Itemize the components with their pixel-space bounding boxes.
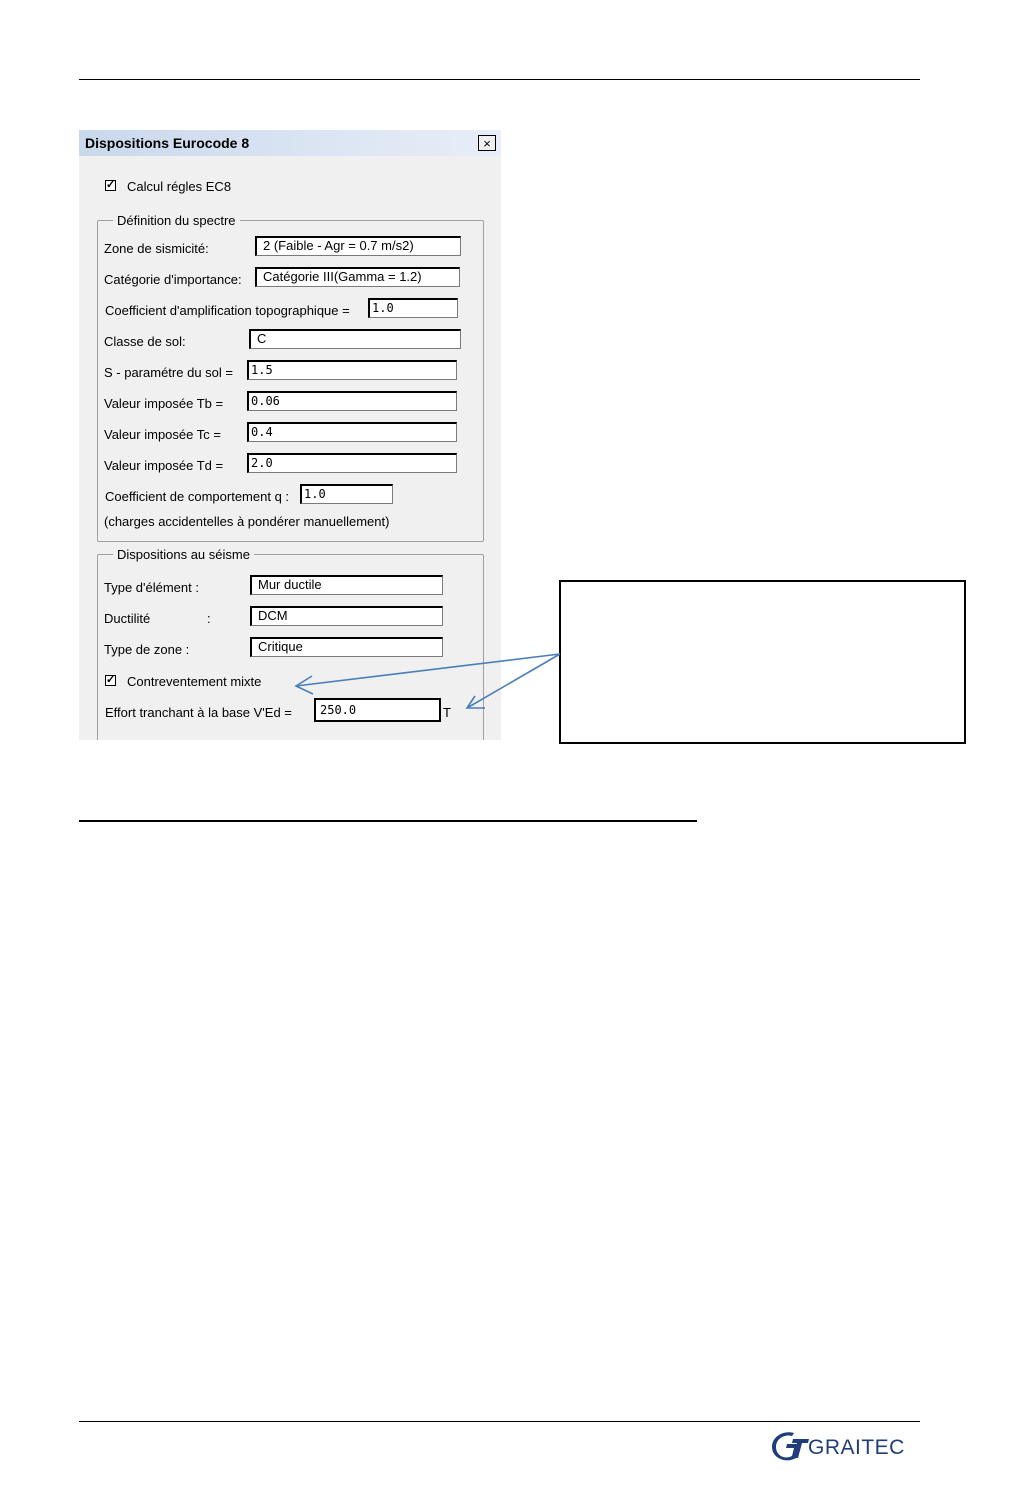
soil-class-label: Classe de sol: xyxy=(104,334,186,349)
s-param-label: S - paramétre du sol = xyxy=(104,365,233,380)
spectrum-group-legend: Définition du spectre xyxy=(113,213,240,228)
q-field[interactable]: 1.0 xyxy=(300,484,393,504)
s-param-field[interactable]: 1.5 xyxy=(247,360,457,380)
ductility-colon: : xyxy=(207,611,211,626)
seismic-group-legend: Dispositions au séisme xyxy=(113,547,254,562)
calc-ec8-checkbox[interactable]: ✓ xyxy=(106,179,116,191)
dialog-title: Dispositions Eurocode 8 xyxy=(85,135,250,151)
ductility-field[interactable]: DCM xyxy=(250,606,443,626)
base-shear-unit: T xyxy=(443,705,451,720)
mixed-bracing-label: Contreventement mixte xyxy=(127,674,262,689)
graitec-logo xyxy=(772,1430,912,1469)
arrow-to-mixed-bracing xyxy=(296,654,560,686)
element-type-field[interactable]: Mur ductile xyxy=(250,575,443,595)
zone-type-field[interactable]: Critique xyxy=(250,637,443,657)
zone-type-label: Type de zone : xyxy=(104,642,190,657)
zone-label: Zone de sismicité: xyxy=(104,241,209,256)
q-label: Coefficient de comportement q : xyxy=(105,489,290,504)
topo-field[interactable]: 1.0 xyxy=(368,298,458,318)
ductility-label: Ductilité xyxy=(104,611,151,626)
close-button[interactable]: × xyxy=(478,135,496,151)
zone-field[interactable]: 2 (Faible - Agr = 0.7 m/s2) xyxy=(255,236,461,256)
element-type-label: Type d'élément : xyxy=(104,580,199,595)
section-rule xyxy=(79,820,697,822)
tb-label: Valeur imposée Tb = xyxy=(104,396,224,411)
topo-label: Coefficient d'amplification topographique = xyxy=(105,303,350,318)
calc-ec8-label: Calcul régles EC8 xyxy=(127,179,232,194)
base-shear-field[interactable]: 250.0 xyxy=(314,698,441,722)
tc-label: Valeur imposée Tc = xyxy=(104,427,221,442)
importance-field[interactable]: Catégorie III(Gamma = 1.2) xyxy=(255,267,460,287)
td-label: Valeur imposée Td = xyxy=(104,458,224,473)
base-shear-label: Effort tranchant à la base V'Ed = xyxy=(105,705,292,720)
arrow-to-base-shear xyxy=(467,654,560,708)
spectrum-note: (charges accidentelles à pondérer manuellement) xyxy=(104,514,390,529)
importance-label: Catégorie d'importance: xyxy=(104,272,242,287)
soil-class-field[interactable]: C xyxy=(249,329,461,349)
tb-field[interactable]: 0.06 xyxy=(247,391,457,411)
footer-rule xyxy=(79,1421,920,1422)
mixed-bracing-checkbox[interactable]: ✓ xyxy=(106,674,116,686)
td-field[interactable]: 2.0 xyxy=(247,453,457,473)
graitec-logo-text: GRAITEC xyxy=(808,1436,905,1459)
tc-field[interactable]: 0.4 xyxy=(247,422,457,442)
